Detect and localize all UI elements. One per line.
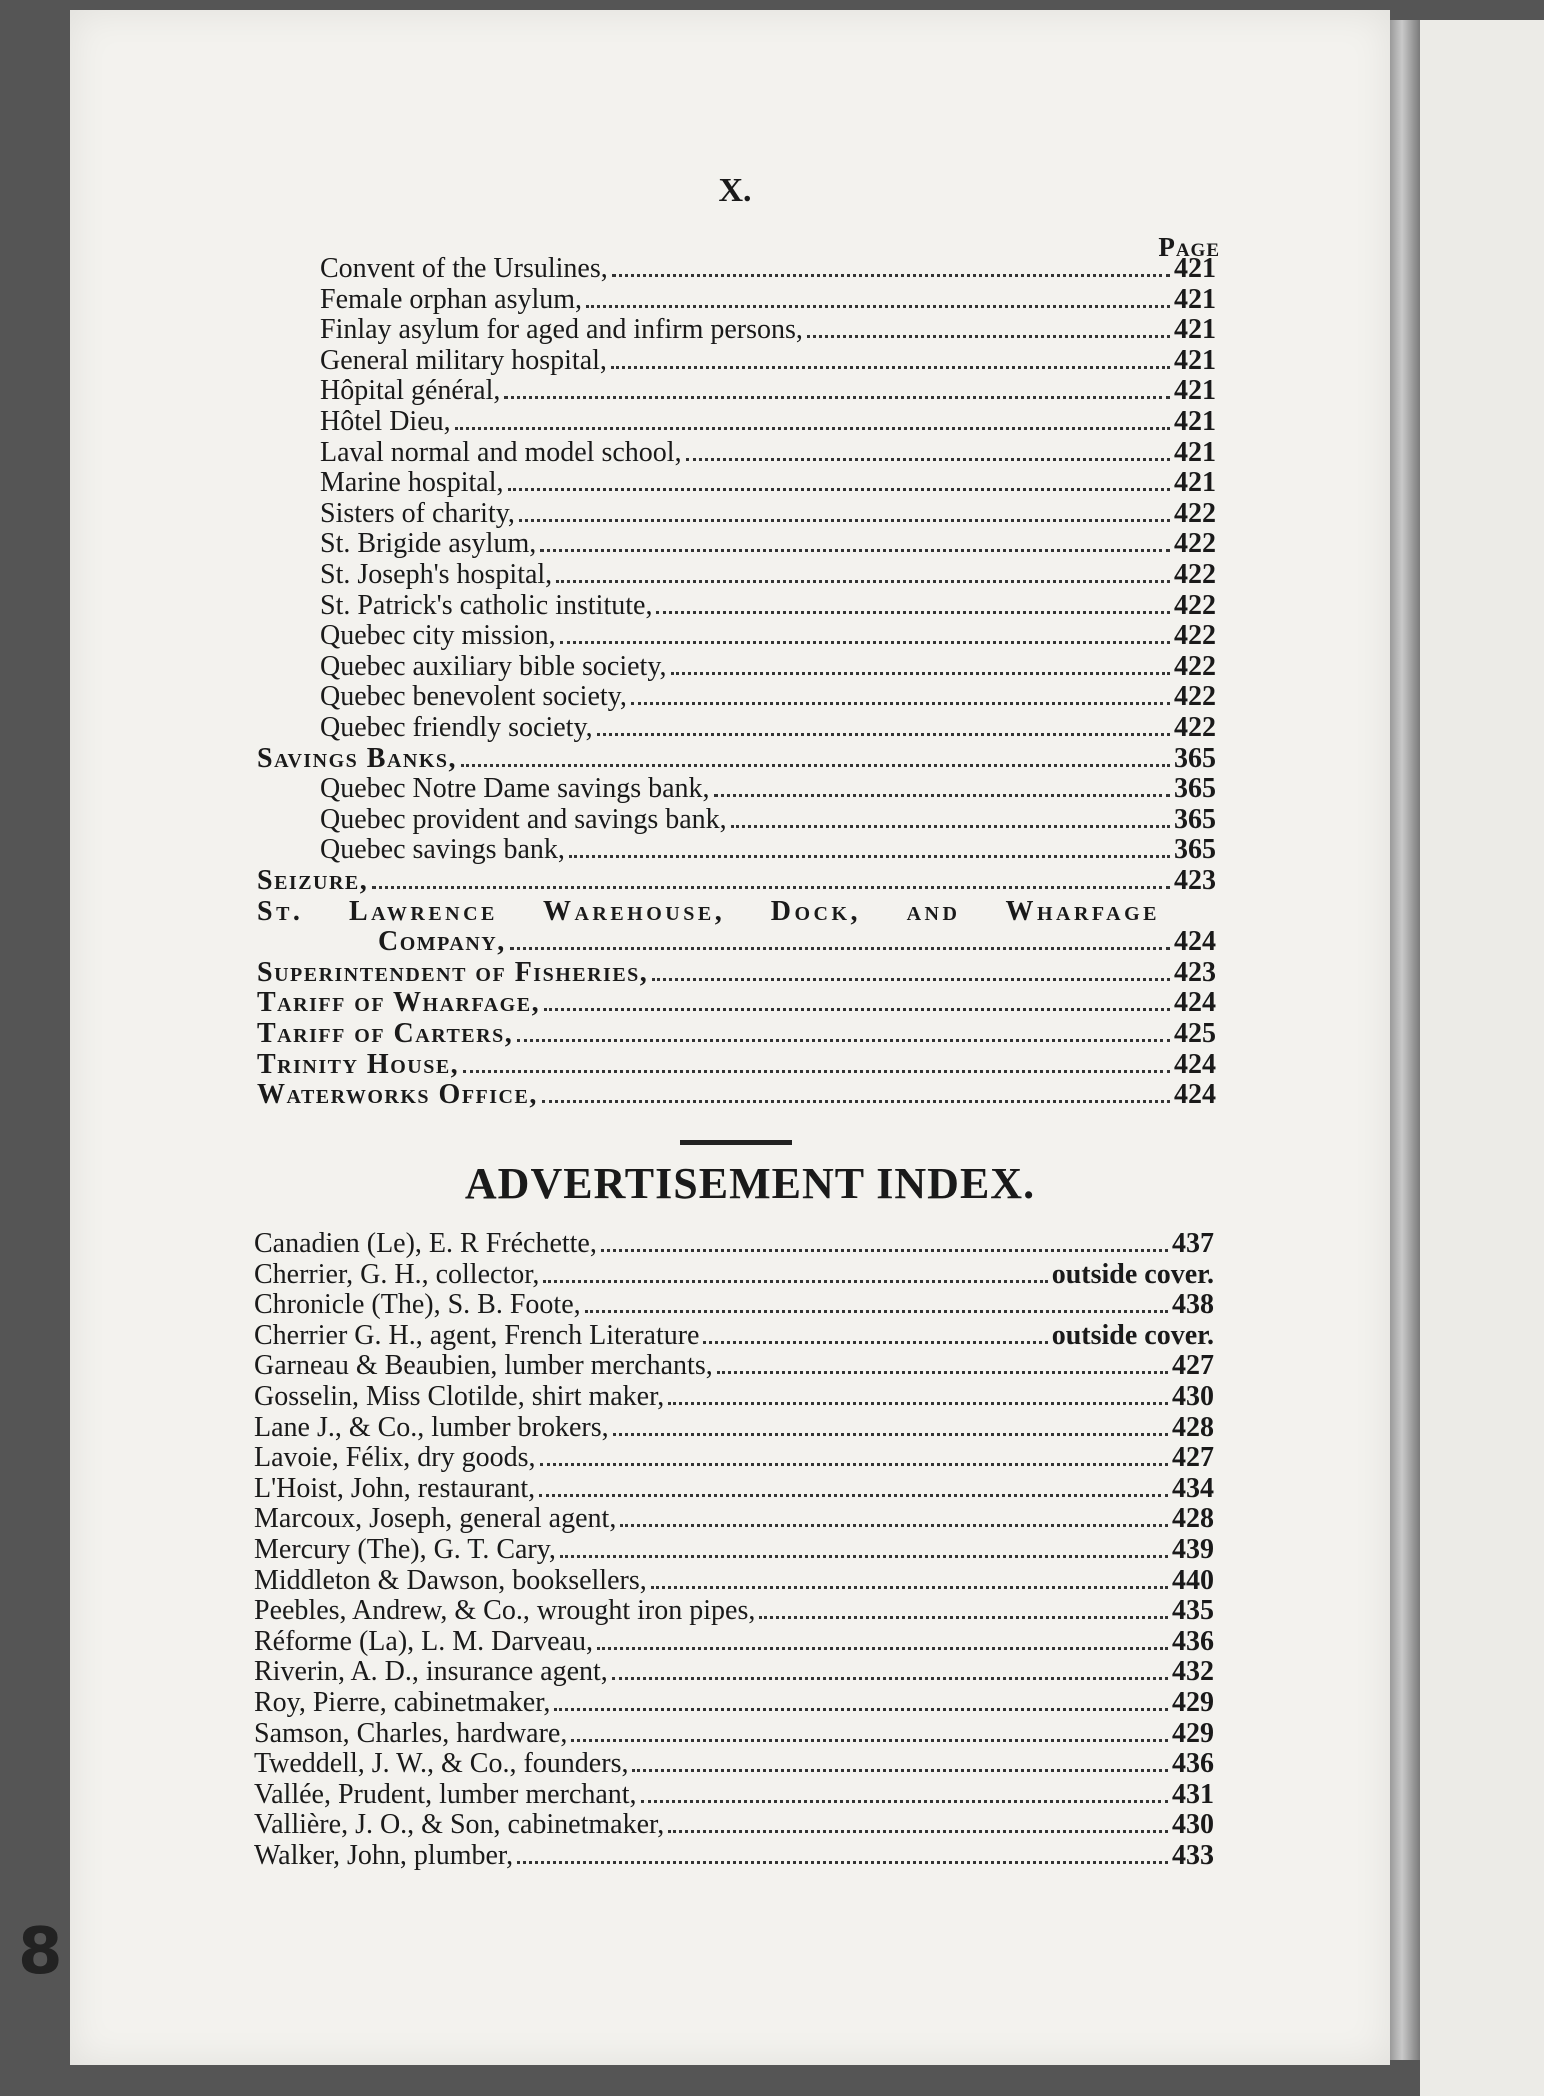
advertisement-entry-page: 427 [1172,1442,1214,1474]
dot-leader [668,1401,1168,1405]
dot-leader [517,1860,1168,1864]
index-entry-label: St. Lawrence Warehouse, Dock, and Wharfage [257,895,1160,927]
index-entry-page: 422 [1174,559,1216,590]
index-entry-label: Hôpital général, [320,375,501,407]
index-entry-label: Tariff of Wharfage, [257,987,541,1019]
index-entry-page: 422 [1174,681,1216,713]
advertisement-entry-page: 432 [1172,1656,1214,1688]
dot-leader [372,885,1170,889]
dot-leader [542,1099,1170,1103]
advertisement-entry-page: 431 [1172,1778,1214,1810]
index-entry-label: Convent of the Ursulines, [320,253,608,284]
dot-leader [651,1585,1168,1589]
advertisement-entry-page: 436 [1172,1625,1214,1657]
advertisement-entry-page: outside cover. [1051,1319,1214,1351]
advertisement-entry [254,1534,1214,1565]
index-entry-label: Quebec savings bank, [320,834,565,866]
index-entry-page: 421 [1174,467,1216,499]
dot-leader [656,610,1170,614]
advertisement-entry [254,1259,1214,1290]
advertisement-entry-page: 436 [1172,1748,1214,1780]
index-entry [320,559,1216,590]
dot-leader [601,1248,1168,1252]
index-entry-label: General military hospital, [320,344,607,376]
dot-leader [543,1279,1047,1283]
dot-leader [585,1309,1168,1313]
dot-leader [759,1615,1168,1619]
advertisement-entry-label: Canadien (Le), E. R Fréchette, [254,1228,597,1259]
index-entry-page: 365 [1174,773,1216,805]
index-entry-page: 421 [1174,314,1216,346]
advertisement-entry-page: 428 [1172,1503,1214,1535]
index-entry-page: 422 [1174,620,1216,652]
dot-leader [597,1646,1168,1650]
advertisement-entry-page: 434 [1172,1472,1214,1504]
index-entry [257,1049,1216,1080]
index-entry [320,314,1216,345]
dot-leader [807,334,1170,338]
index-entry-page: 365 [1174,742,1216,774]
advertisement-entry [254,1687,1214,1718]
index-entry [257,1079,1216,1110]
index-entry [320,406,1216,437]
advertisement-entry-page: 433 [1172,1840,1214,1871]
dot-leader [641,1799,1168,1803]
dot-leader [569,854,1170,858]
index-entry-label: Laval normal and model school, [320,436,682,468]
index-entry [257,1018,1216,1049]
index-entry-label: Savings Banks, [257,742,458,774]
dot-leader [508,487,1170,491]
index-entry [257,987,1216,1018]
index-entry-label: Waterworks Office, [257,1079,538,1111]
index-entry-page: 421 [1174,436,1216,468]
index-entry-page: 423 [1174,956,1216,988]
advertisement-entry [254,1718,1214,1749]
advertisement-entry-page: 437 [1172,1228,1214,1259]
advertisement-index-title: ADVERTISEMENT INDEX. [464,1159,1036,1208]
advertisement-entry [254,1565,1214,1596]
dot-leader [556,579,1170,583]
advertisement-entry-label: Lavoie, Félix, dry goods, [254,1442,536,1474]
dot-leader [671,671,1171,675]
advertisement-entry [254,1412,1214,1443]
dot-leader [631,701,1170,705]
advertisement-entry [254,1840,1214,1871]
index-entry [320,590,1216,621]
advertisement-entry [254,1289,1214,1320]
advertisement-entry-label: Riverin, A. D., insurance agent, [254,1656,608,1688]
index-entry-page: 422 [1174,589,1216,621]
dot-leader [703,1340,1047,1344]
index-entry [320,834,1216,865]
advertisement-entry-page: 439 [1172,1534,1214,1565]
advertisement-entry-page: 438 [1172,1289,1214,1321]
advertisement-entry-page: 429 [1172,1717,1214,1749]
dot-leader [560,640,1170,644]
index-entry-label: Hôtel Dieu, [320,406,451,437]
advertisement-entry-page: 427 [1172,1350,1214,1382]
advertisement-entry-page: 429 [1172,1687,1214,1718]
index-entry-label: St. Brigide asylum, [320,528,537,560]
index-entry-page: 424 [1174,926,1216,958]
page-column-heading: Page [1158,232,1220,262]
advertisement-entry-label: Peebles, Andrew, & Co., wrought iron pipes, [254,1595,756,1627]
section-divider-rule [680,1140,792,1145]
index-entry-label: Quebec friendly society, [320,712,593,743]
index-entry [320,467,1216,498]
advertisement-entry-page: 428 [1172,1411,1214,1443]
dot-leader [517,1038,1170,1042]
index-entry-label: Quebec city mission, [320,620,556,652]
index-entry-label: Female orphan asylum, [320,283,583,315]
advertisement-entry-label: Mercury (The), G. T. Cary, [254,1534,556,1565]
index-entry-page: 423 [1174,865,1216,896]
index-entry-page: 424 [1174,1048,1216,1080]
advertisement-entry-label: Walker, John, plumber, [254,1840,514,1871]
advertisement-entry-label: L'Hoist, John, restaurant, [254,1472,536,1504]
advertisement-entry-page: 435 [1172,1595,1214,1627]
advertisement-entry [254,1228,1214,1259]
index-entry [320,284,1216,315]
index-entry [320,437,1216,468]
advertisement-entry-label: Vallée, Prudent, lumber merchant, [254,1778,637,1810]
dot-leader [652,977,1170,981]
advertisement-entry-label: Chronicle (The), S. B. Foote, [254,1289,581,1321]
index-entry-page: 421 [1174,253,1216,284]
index-entry-page: 365 [1174,834,1216,866]
advertisement-entry [254,1748,1214,1779]
dot-leader [613,1432,1168,1436]
index-entry-label: Quebec Notre Dame savings bank, [320,773,710,805]
advertisement-entry-label: Lane J., & Co., lumber brokers, [254,1411,609,1443]
advertisement-entry-page: 430 [1172,1809,1214,1841]
index-entry [378,926,1216,957]
advertisement-entry [254,1809,1214,1840]
index-entry-label: Seizure, [257,865,369,896]
index-entry-label: Trinity House, [257,1048,460,1080]
index-entry-page: 365 [1174,803,1216,835]
advertisement-entry-label: Middleton & Dawson, booksellers, [254,1564,647,1596]
index-entry-page: 421 [1174,406,1216,437]
index-entry [320,620,1216,651]
dot-leader [620,1523,1168,1527]
index-entry-label: Quebec benevolent society, [320,681,627,713]
advertisement-entry-label: Cherrier, G. H., collector, [254,1258,540,1290]
dot-leader [586,304,1170,308]
advertisement-entry [254,1320,1214,1351]
index-entry-page: 422 [1174,712,1216,743]
index-entry [320,651,1216,682]
index-entry-page: 421 [1174,344,1216,376]
dot-leader [611,365,1170,369]
dot-leader [544,1007,1170,1011]
advertisement-entry-label: Tweddell, J. W., & Co., founders, [254,1748,629,1780]
index-entry-label: Superintendent of Fisheries, [257,956,649,988]
microfilm-reel-mark: 8 [18,1915,63,1989]
page-number: X. [718,172,752,209]
index-entry-label: Tariff of Carters, [257,1018,514,1049]
index-entry [320,773,1216,804]
advertisement-entry-label: Garneau & Beaubien, lumber merchants, [254,1350,713,1382]
dot-leader [731,824,1170,828]
advertisement-entry-page: outside cover. [1051,1258,1214,1290]
index-entry-label: Finlay asylum for aged and infirm persons, [320,314,803,346]
index-entry [320,804,1216,835]
dot-leader [714,793,1170,797]
dot-leader [540,1462,1168,1466]
index-entry-page: 425 [1174,1018,1216,1049]
index-entry-label: St. Patrick's catholic institute, [320,589,653,621]
advertisement-entry-label: Vallière, J. O., & Son, cabinetmaker, [254,1809,665,1841]
index-entry-page: 422 [1174,528,1216,560]
dot-leader [668,1829,1168,1833]
dot-leader [571,1738,1168,1742]
advertisement-entry [254,1595,1214,1626]
index-entry-label: Sisters of charity, [320,497,515,529]
dot-leader [540,548,1170,552]
index-entry [320,375,1216,406]
index-entry-label: Quebec provident and savings bank, [320,803,727,835]
advertisement-entry [254,1626,1214,1657]
advertisement-entry-label: Gosselin, Miss Clotilde, shirt maker, [254,1381,665,1412]
index-entry-page: 421 [1174,283,1216,315]
advertisement-entry [254,1779,1214,1810]
index-entry [257,896,1160,927]
index-entry [257,957,1216,988]
index-entry [320,712,1216,743]
index-entry-page: 424 [1174,987,1216,1019]
index-entry-page: 422 [1174,497,1216,529]
index-entry-label: Quebec auxiliary bible society, [320,650,667,682]
advertisement-entry-label: Marcoux, Joseph, general agent, [254,1503,617,1535]
dot-leader [463,1069,1170,1073]
advertisement-entry-page: 440 [1172,1564,1214,1596]
index-entry-label: Marine hospital, [320,467,504,499]
advertisement-entry [254,1350,1214,1381]
advertisement-entry-label: Réforme (La), L. M. Darveau, [254,1625,593,1657]
advertisement-entry [254,1503,1214,1534]
dot-leader [455,426,1170,430]
index-entry [320,345,1216,376]
advertisement-entry [254,1442,1214,1473]
dot-leader [597,732,1170,736]
index-entry-page: 422 [1174,650,1216,682]
dot-leader [504,395,1170,399]
dot-leader [461,763,1170,767]
index-entry [320,681,1216,712]
index-entry-page: 421 [1174,375,1216,407]
dot-leader [612,273,1170,277]
index-entry [257,865,1216,896]
advertisement-entry-page: 430 [1172,1381,1214,1412]
dot-leader [717,1370,1168,1374]
advertisement-entry [254,1656,1214,1687]
advertisement-entry [254,1473,1214,1504]
advertisement-entry-label: Cherrier G. H., agent, French Literature [254,1319,700,1351]
dot-leader [539,1493,1168,1497]
index-entry [257,743,1216,774]
dot-leader [632,1768,1168,1772]
index-entry [320,253,1216,284]
index-entry [320,498,1216,529]
dot-leader [554,1707,1168,1711]
index-entry-label: Company, [378,926,506,958]
dot-leader [560,1554,1168,1558]
advertisement-entry [254,1381,1214,1412]
index-entry [320,528,1216,559]
dot-leader [612,1676,1168,1680]
index-entry-label: St. Joseph's hospital, [320,559,553,590]
advertisement-entry-label: Samson, Charles, hardware, [254,1717,568,1749]
index-entry-page: 424 [1174,1079,1216,1111]
dot-leader [686,457,1170,461]
advertisement-entry-label: Roy, Pierre, cabinetmaker, [254,1687,551,1718]
dot-leader [510,946,1170,950]
dot-leader [519,518,1170,522]
